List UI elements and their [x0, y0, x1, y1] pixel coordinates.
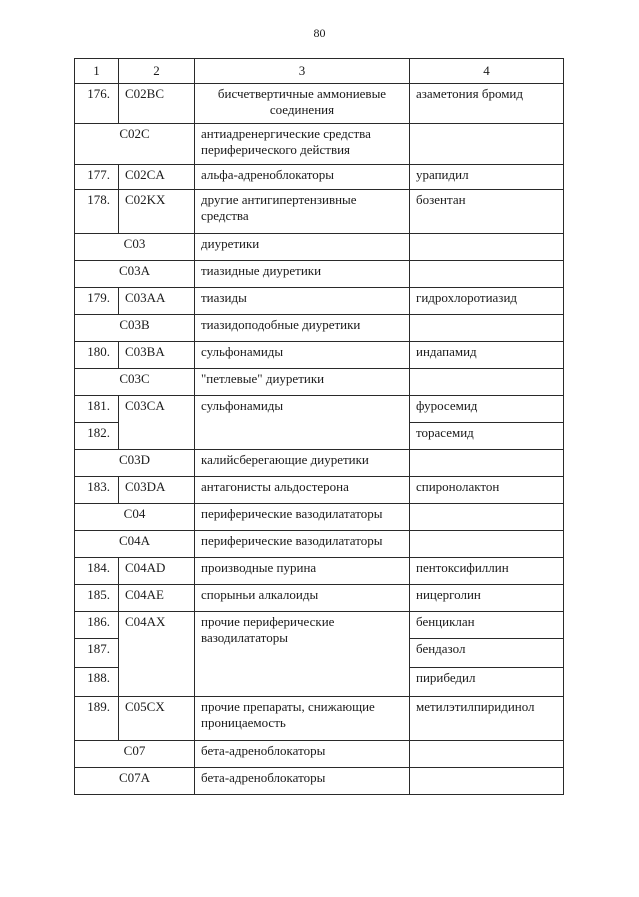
group-name: прочие периферические вазодилататоры — [195, 612, 410, 697]
drug-name — [410, 768, 564, 795]
group-name: периферические вазодилататоры — [195, 504, 410, 531]
table-row — [75, 612, 564, 639]
atc-code: C03BA — [119, 342, 195, 369]
drug-name: метилэтилпиридинол — [410, 697, 564, 741]
drug-name: бенциклан — [410, 612, 564, 639]
row-number: 182. — [75, 423, 119, 450]
table-row — [75, 342, 564, 369]
drug-name: бозентан — [410, 190, 564, 234]
row-number: 176. — [75, 84, 119, 124]
table-row — [75, 585, 564, 612]
drug-name — [410, 741, 564, 768]
row-number: 178. — [75, 190, 119, 234]
table-row — [75, 84, 564, 124]
drug-classification-table — [74, 58, 564, 795]
drug-name — [410, 369, 564, 396]
row-number: 185. — [75, 585, 119, 612]
table-row — [75, 477, 564, 504]
atc-code: C07A — [75, 768, 195, 795]
atc-code: C07 — [75, 741, 195, 768]
table-row — [75, 504, 564, 531]
table-row — [75, 741, 564, 768]
atc-code: C04 — [75, 504, 195, 531]
group-name: антиадренергические средства периферического действия — [195, 124, 410, 165]
table-row — [75, 558, 564, 585]
group-name: бета-адреноблокаторы — [195, 741, 410, 768]
drug-name: бендазол — [410, 639, 564, 668]
atc-code: C03DA — [119, 477, 195, 504]
atc-code: C03C — [75, 369, 195, 396]
drug-name — [410, 531, 564, 558]
row-number: 189. — [75, 697, 119, 741]
row-number: 181. — [75, 396, 119, 423]
drug-name: торасемид — [410, 423, 564, 450]
group-name: периферические вазодилататоры — [195, 531, 410, 558]
atc-code: C04AX — [119, 612, 195, 697]
table-row — [75, 450, 564, 477]
table-row — [75, 396, 564, 423]
drug-name — [410, 234, 564, 261]
atc-code: C04AE — [119, 585, 195, 612]
atc-code: C02C — [75, 124, 195, 165]
row-number: 187. — [75, 639, 119, 668]
drug-name: азаметония бромид — [410, 84, 564, 124]
group-name: диуретики — [195, 234, 410, 261]
drug-name — [410, 124, 564, 165]
drug-name — [410, 315, 564, 342]
drug-name: пентоксифиллин — [410, 558, 564, 585]
table-row — [75, 531, 564, 558]
group-name: тиазидные диуретики — [195, 261, 410, 288]
table-row — [75, 190, 564, 234]
group-name: "петлевые" диуретики — [195, 369, 410, 396]
drug-name: гидрохлоротиазид — [410, 288, 564, 315]
atc-code: C02KX — [119, 190, 195, 234]
group-name: тиазиды — [195, 288, 410, 315]
drug-name: фуросемид — [410, 396, 564, 423]
group-name: другие антигипертензивные средства — [195, 190, 410, 234]
table-row — [75, 124, 564, 165]
group-name: сульфонамиды — [195, 342, 410, 369]
atc-code: C04AD — [119, 558, 195, 585]
group-name: бета-адреноблокаторы — [195, 768, 410, 795]
group-name: прочие препараты, снижающие проницаемость — [195, 697, 410, 741]
atc-code: C03 — [75, 234, 195, 261]
table-row — [75, 768, 564, 795]
group-name: антагонисты альдостерона — [195, 477, 410, 504]
table-row — [75, 315, 564, 342]
atc-code: C02BC — [119, 84, 195, 124]
table-row — [75, 234, 564, 261]
drug-name: пирибедил — [410, 668, 564, 697]
atc-code: C02CA — [119, 165, 195, 190]
drug-name — [410, 450, 564, 477]
table-row — [75, 369, 564, 396]
row-number: 186. — [75, 612, 119, 639]
drug-name: ницерголин — [410, 585, 564, 612]
table-row — [75, 697, 564, 741]
group-name: производные пурина — [195, 558, 410, 585]
row-number: 188. — [75, 668, 119, 697]
drug-name: спиронолактон — [410, 477, 564, 504]
row-number: 177. — [75, 165, 119, 190]
header-col-3: 3 — [195, 59, 410, 84]
atc-code: C05CX — [119, 697, 195, 741]
drug-name — [410, 504, 564, 531]
row-number: 179. — [75, 288, 119, 315]
atc-code: C03D — [75, 450, 195, 477]
header-row — [75, 59, 564, 84]
row-number: 184. — [75, 558, 119, 585]
group-name: альфа-адреноблокаторы — [195, 165, 410, 190]
group-name: бисчетвертичные аммониевые соединения — [195, 84, 410, 124]
drug-name: индапамид — [410, 342, 564, 369]
atc-code: C03AA — [119, 288, 195, 315]
page-number: 80 — [313, 26, 326, 40]
group-name: спорыньи алкалоиды — [195, 585, 410, 612]
header-col-4: 4 — [410, 59, 564, 84]
header-col-1: 1 — [75, 59, 119, 84]
atc-code: C04A — [75, 531, 195, 558]
table-row — [75, 261, 564, 288]
drug-name — [410, 261, 564, 288]
table-row — [75, 288, 564, 315]
row-number: 183. — [75, 477, 119, 504]
table-row — [75, 165, 564, 190]
header-col-2: 2 — [119, 59, 195, 84]
group-name: сульфонамиды — [195, 396, 410, 450]
atc-code: C03CA — [119, 396, 195, 450]
drug-name: урапидил — [410, 165, 564, 190]
group-name: тиазидоподобные диуретики — [195, 315, 410, 342]
group-name: калийсберегающие диуретики — [195, 450, 410, 477]
atc-code: C03A — [75, 261, 195, 288]
atc-code: C03B — [75, 315, 195, 342]
row-number: 180. — [75, 342, 119, 369]
